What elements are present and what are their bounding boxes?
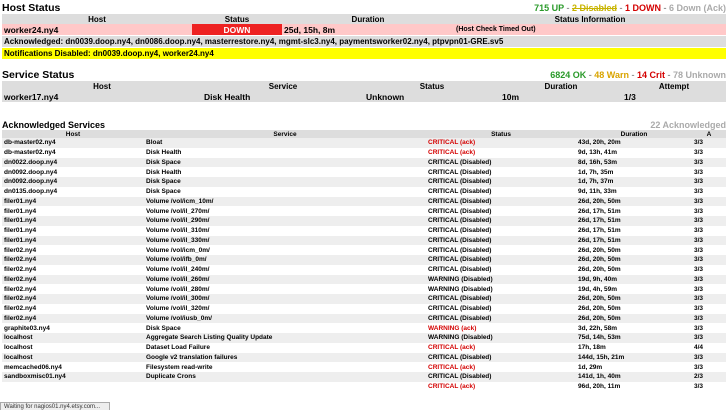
attempt: 1/3 <box>622 91 726 102</box>
service-name[interactable]: Filesystem read-write <box>144 362 426 372</box>
acknowledged-services-rows <box>2 138 726 392</box>
service-name[interactable]: Disk Space <box>144 187 426 197</box>
service-status: CRITICAL (ack) <box>426 343 576 353</box>
service-status: WARNING (Disabled) <box>426 333 576 343</box>
acknowledged-services-table <box>2 130 726 392</box>
service-status: WARNING (ack) <box>426 323 576 333</box>
service-name[interactable] <box>144 382 426 392</box>
table-row <box>2 216 726 226</box>
service-status: CRITICAL (Disabled) <box>426 314 576 324</box>
attempt: 3/3 <box>692 284 726 294</box>
service-name[interactable]: Disk Space <box>144 323 426 333</box>
service-status-header <box>0 69 728 81</box>
service-name[interactable]: Google v2 translation failures <box>144 353 426 363</box>
duration: 43d, 20h, 20m <box>576 138 692 148</box>
service-status: CRITICAL (Disabled) <box>426 294 576 304</box>
service-name[interactable]: Disk Space <box>144 177 426 187</box>
host-name[interactable]: localhost <box>2 333 144 343</box>
host-name[interactable]: filer02.ny4 <box>2 304 144 314</box>
host-name[interactable]: filer01.ny4 <box>2 216 144 226</box>
host-name[interactable]: filer01.ny4 <box>2 236 144 246</box>
service-name[interactable]: Disk Health <box>144 167 426 177</box>
table-header-row <box>2 14 726 24</box>
service-status: CRITICAL (Disabled) <box>426 216 576 226</box>
table-row <box>2 372 726 382</box>
column-header-status[interactable]: Status <box>364 81 500 91</box>
duration: 26d, 20h, 50m <box>576 294 692 304</box>
table-header-row <box>2 81 726 91</box>
attempt: 3/3 <box>692 158 726 168</box>
service-name[interactable]: Disk Health <box>144 148 426 158</box>
attempt: 4/4 <box>692 343 726 353</box>
table-row <box>2 148 726 158</box>
duration: 26d, 17h, 51m <box>576 236 692 246</box>
hosts-up-count[interactable]: 715 UP <box>534 3 564 13</box>
table-row <box>2 343 726 353</box>
table-row <box>2 158 726 168</box>
table-row <box>2 265 726 275</box>
hosts-down-count[interactable]: 1 DOWN <box>624 3 661 13</box>
attempt: 3/3 <box>692 177 726 187</box>
attempt: 3/3 <box>692 304 726 314</box>
service-name[interactable]: Duplicate Crons <box>144 372 426 382</box>
host-name[interactable]: localhost <box>2 343 144 353</box>
hosts-disabled-count[interactable]: 2 Disabled <box>571 3 617 13</box>
table-row <box>2 206 726 216</box>
duration: 25d, 15h, 8m <box>282 24 454 35</box>
host-name[interactable]: filer02.ny4 <box>2 275 144 285</box>
service-name[interactable]: Volume /vol/il_240m/ <box>144 265 426 275</box>
duration: 3d, 22h, 58m <box>576 323 692 333</box>
service-status: WARNING (Disabled) <box>426 275 576 285</box>
host-name[interactable]: filer02.ny4 <box>2 294 144 304</box>
service-status: CRITICAL (Disabled) <box>426 167 576 177</box>
column-header-host[interactable]: Host <box>2 81 202 91</box>
duration: 9d, 13h, 41m <box>576 148 692 158</box>
duration: 1d, 29m <box>576 362 692 372</box>
attempt: 3/3 <box>692 265 726 275</box>
service-status: CRITICAL (Disabled) <box>426 245 576 255</box>
status-information: (Host Check Timed Out) <box>454 24 726 35</box>
service-status: CRITICAL (ack) <box>426 138 576 148</box>
service-name[interactable]: Volume /vol/il_300m/ <box>144 294 426 304</box>
table-row <box>2 275 726 285</box>
table-row <box>2 245 726 255</box>
attempt: 3/3 <box>692 382 726 392</box>
service-status: CRITICAL (Disabled) <box>426 255 576 265</box>
column-header-duration[interactable]: Duration <box>576 130 692 138</box>
attempt: 3/3 <box>692 245 726 255</box>
table-row <box>2 226 726 236</box>
service-status: CRITICAL (Disabled) <box>426 372 576 382</box>
acknowledged-count: 22 Acknowledged <box>650 120 726 130</box>
service-status: CRITICAL (Disabled) <box>426 206 576 216</box>
services-ok-count[interactable]: 6824 OK <box>550 70 587 80</box>
attempt: 3/3 <box>692 197 726 207</box>
service-status: CRITICAL (ack) <box>426 362 576 372</box>
host-name[interactable]: filer02.ny4 <box>2 265 144 275</box>
host-name[interactable]: dn0092.doop.ny4 <box>2 177 144 187</box>
host-status-header <box>0 2 728 14</box>
service-name[interactable]: Volume /vol/il_310m/ <box>144 226 426 236</box>
service-name[interactable]: Volume /vol/il_320m/ <box>144 304 426 314</box>
duration: 19d, 4h, 59m <box>576 284 692 294</box>
hosts-down-ack-count[interactable]: 6 Down (Ack) <box>668 3 726 13</box>
table-row <box>2 91 726 102</box>
duration: 10m <box>500 91 622 102</box>
table-row <box>2 177 726 187</box>
duration: 26d, 17h, 51m <box>576 216 692 226</box>
host-name[interactable]: localhost <box>2 353 144 363</box>
service-status: CRITICAL (Disabled) <box>426 226 576 236</box>
table-row <box>2 284 726 294</box>
service-status: Unknown <box>364 91 500 102</box>
table-row <box>2 353 726 363</box>
column-header-attempt[interactable]: Attempt <box>622 81 726 91</box>
duration: 75d, 14h, 53m <box>576 333 692 343</box>
host-name[interactable]: db-master02.ny4 <box>2 148 144 158</box>
host-status-summary: 715 UP - 2 Disabled - 1 DOWN - 6 Down (Ack) <box>534 3 726 13</box>
duration: 9d, 11h, 33m <box>576 187 692 197</box>
attempt: 3/3 <box>692 226 726 236</box>
host-name[interactable]: db-master02.ny4 <box>2 138 144 148</box>
service-name[interactable]: Volume /vol/ifb_0m/ <box>144 255 426 265</box>
duration: 19d, 9h, 40m <box>576 275 692 285</box>
column-header-status[interactable]: Status <box>426 130 576 138</box>
table-row <box>2 187 726 197</box>
table-row <box>2 362 726 372</box>
service-status-title: Service Status <box>2 69 75 81</box>
service-name[interactable]: Volume /vol/il_260m/ <box>144 275 426 285</box>
table-row <box>2 167 726 177</box>
column-header-service[interactable]: Service <box>144 130 426 138</box>
service-name[interactable]: Volume /vol/il_270m/ <box>144 206 426 216</box>
attempt: 2/3 <box>692 372 726 382</box>
acknowledged-services-title: Acknowledged Services <box>2 120 106 130</box>
host-name[interactable] <box>2 382 144 392</box>
table-row <box>2 236 726 246</box>
attempt: 3/3 <box>692 138 726 148</box>
column-header-duration[interactable]: Duration <box>500 81 622 91</box>
duration: 26d, 17h, 51m <box>576 206 692 216</box>
service-name[interactable]: Volume /vol/il_330m/ <box>144 236 426 246</box>
column-header-status-information[interactable]: Status Information <box>454 14 726 24</box>
table-row <box>2 382 726 392</box>
attempt: 3/3 <box>692 362 726 372</box>
host-status-title: Host Status <box>2 2 61 14</box>
attempt: 3/3 <box>692 206 726 216</box>
service-status: WARNING (Disabled) <box>426 284 576 294</box>
service-name[interactable]: Dataset Load Failure <box>144 343 426 353</box>
attempt: 3/3 <box>692 294 726 304</box>
duration: 26d, 20h, 50m <box>576 197 692 207</box>
service-status: CRITICAL (Disabled) <box>426 265 576 275</box>
column-header-duration[interactable]: Duration <box>282 14 454 24</box>
duration: 17h, 18m <box>576 343 692 353</box>
duration: 1d, 7h, 35m <box>576 167 692 177</box>
table-row <box>2 333 726 343</box>
service-status: CRITICAL (Disabled) <box>426 197 576 207</box>
table-row <box>2 255 726 265</box>
column-header-attempt[interactable]: A <box>692 130 726 138</box>
duration: 26d, 20h, 50m <box>576 245 692 255</box>
host-name[interactable]: filer02.ny4 <box>2 284 144 294</box>
services-warn-count[interactable]: 48 Warn <box>594 70 629 80</box>
attempt: 3/3 <box>692 216 726 226</box>
table-row <box>2 197 726 207</box>
attempt: 3/3 <box>692 255 726 265</box>
column-header-status[interactable]: Status <box>192 14 282 24</box>
duration: 1d, 7h, 37m <box>576 177 692 187</box>
table-row <box>2 294 726 304</box>
attempt: 3/3 <box>692 333 726 343</box>
service-status-summary: 6824 OK - 48 Warn - 14 Crit - 78 Unknown <box>550 70 726 80</box>
host-name[interactable]: dn0092.doop.ny4 <box>2 167 144 177</box>
attempt: 3/3 <box>692 323 726 333</box>
duration: 26d, 20h, 50m <box>576 265 692 275</box>
host-status-table <box>2 14 726 35</box>
service-name[interactable]: Disk Health <box>202 91 364 102</box>
host-name[interactable]: dn0022.doop.ny4 <box>2 158 144 168</box>
service-status: CRITICAL (Disabled) <box>426 353 576 363</box>
host-name[interactable]: filer02.ny4 <box>2 255 144 265</box>
service-status: CRITICAL (ack) <box>426 382 576 392</box>
service-status: CRITICAL (Disabled) <box>426 158 576 168</box>
service-name[interactable]: Disk Space <box>144 158 426 168</box>
services-unknown-count[interactable]: 78 Unknown <box>672 70 726 80</box>
host-name[interactable]: filer01.ny4 <box>2 197 144 207</box>
attempt: 3/3 <box>692 314 726 324</box>
services-crit-count[interactable]: 14 Crit <box>636 70 665 80</box>
status-badge: DOWN <box>192 24 282 35</box>
host-name[interactable]: sandboxmisc01.ny4 <box>2 372 144 382</box>
duration: 96d, 20h, 11m <box>576 382 692 392</box>
host-name[interactable]: filer01.ny4 <box>2 226 144 236</box>
attempt: 3/3 <box>692 187 726 197</box>
duration: 8d, 16h, 53m <box>576 158 692 168</box>
service-name[interactable]: Aggregate Search Listing Quality Update <box>144 333 426 343</box>
table-row <box>2 24 726 35</box>
service-name[interactable]: Bloat <box>144 138 426 148</box>
host-name[interactable]: filer02.ny4 <box>2 314 144 324</box>
service-name[interactable]: Volume /vol/il_280m/ <box>144 284 426 294</box>
acknowledged-hosts-bar: Acknowledged: dn0039.doop.ny4, dn0086.doop.ny4, masterrestore.ny4, mgmt-slc3.ny4, paymentsworker02.ny4, ptpvpn01-GRE.sv5 <box>2 36 726 47</box>
browser-status-bar: Waiting for nagios01.ny4.etsy.com... <box>0 402 110 410</box>
service-name[interactable]: Volume /vol/icm_0m/ <box>144 245 426 255</box>
column-header-host[interactable]: Host <box>2 130 144 138</box>
table-row <box>2 314 726 324</box>
service-status: CRITICAL (Disabled) <box>426 236 576 246</box>
duration: 141d, 1h, 40m <box>576 372 692 382</box>
attempt: 3/3 <box>692 236 726 246</box>
duration: 144d, 15h, 21m <box>576 353 692 363</box>
service-name[interactable]: Volume /vol/il_290m/ <box>144 216 426 226</box>
duration: 26d, 20h, 50m <box>576 255 692 265</box>
column-header-service[interactable]: Service <box>202 81 364 91</box>
host-name[interactable]: memcached06.ny4 <box>2 362 144 372</box>
table-row <box>2 138 726 148</box>
service-status: CRITICAL (ack) <box>426 148 576 158</box>
service-status: CRITICAL (Disabled) <box>426 304 576 314</box>
attempt: 3/3 <box>692 167 726 177</box>
service-status-table <box>2 81 726 102</box>
host-name[interactable]: dn0135.doop.ny4 <box>2 187 144 197</box>
acknowledged-services-header <box>0 120 728 130</box>
attempt: 3/3 <box>692 275 726 285</box>
host-name[interactable]: filer01.ny4 <box>2 206 144 216</box>
table-header-row <box>2 130 726 138</box>
host-name[interactable]: worker24.ny4 <box>2 24 192 35</box>
host-name[interactable]: worker17.ny4 <box>2 91 202 102</box>
attempt: 3/3 <box>692 353 726 363</box>
duration: 26d, 20h, 50m <box>576 304 692 314</box>
duration: 26d, 17h, 51m <box>576 226 692 236</box>
table-row <box>2 304 726 314</box>
host-name[interactable]: graphite03.ny4 <box>2 323 144 333</box>
column-header-host[interactable]: Host <box>2 14 192 24</box>
notifications-disabled-bar: Notifications Disabled: dn0039.doop.ny4, worker24.ny4 <box>2 48 726 59</box>
host-name[interactable]: filer02.ny4 <box>2 245 144 255</box>
attempt: 3/3 <box>692 148 726 158</box>
service-status: CRITICAL (Disabled) <box>426 177 576 187</box>
duration: 26d, 20h, 50m <box>576 314 692 324</box>
table-row <box>2 323 726 333</box>
service-status: CRITICAL (Disabled) <box>426 187 576 197</box>
service-name[interactable]: Volume /vol/icm_10m/ <box>144 197 426 207</box>
service-name[interactable]: Volume /vol/iusb_0m/ <box>144 314 426 324</box>
